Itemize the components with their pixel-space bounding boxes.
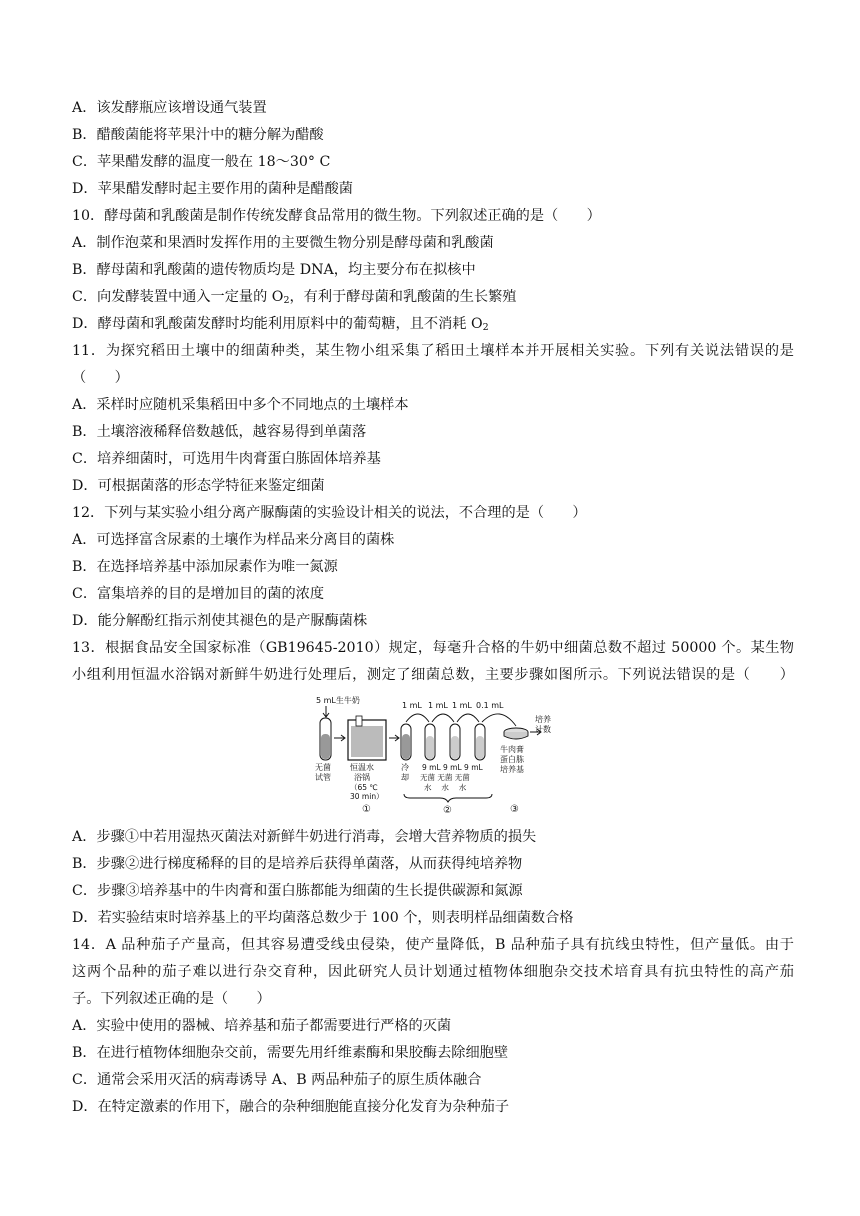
step-2-marker: ② xyxy=(443,805,452,816)
q14-option-d: D．在特定激素的作用下，融合的杂种细胞能直接分化发育为杂种茄子 xyxy=(72,1099,510,1115)
q10-option-d-pre: D．酵母菌和乳酸菌发酵时均能利用原料中的葡萄糖，且不消耗 O xyxy=(72,316,483,332)
cool-label-2: 却 xyxy=(401,773,409,782)
q12-option-d: D．能分解酚红指示剂使其褪色的是产脲酶菌株 xyxy=(72,613,368,629)
sterile-tube-icon xyxy=(320,718,331,760)
q13-option-d: D．若实验结束时培养基上的平均菌落总数少于 100 个，则表明样品细菌数合格 xyxy=(72,910,574,926)
transfer-label-3: 1 mL xyxy=(452,701,472,710)
diluent-label-3: 水 水 水 xyxy=(424,783,467,792)
cool-label-1: 冷 xyxy=(401,763,409,772)
q10-option-d-sub: 2 xyxy=(482,322,489,333)
q9-option-b: B．醋酸菌能将苹果汁中的糖分解为醋酸 xyxy=(72,127,324,143)
q13-option-c: C．步骤③培养基中的牛肉膏和蛋白胨都能为细菌的生长提供碳源和氮源 xyxy=(72,883,523,899)
petri-dish-icon xyxy=(504,728,528,739)
q14-stem-line3: 子。下列叙述正确的是（ ） xyxy=(72,991,271,1007)
q14-option-a: A．实验中使用的器械、培养基和茄子都需要进行严格的灭菌 xyxy=(72,1018,452,1034)
sterile-tube-label-2: 试管 xyxy=(315,773,331,782)
q13-stem-line1: 13．根据食品安全国家标准（GB19645-2010）规定，每毫升合格的牛奶中细菌总数不超过 50000 个。某生物 xyxy=(72,640,794,656)
q11-option-a: A．采样时应随机采集稻田中多个不同地点的土壤样本 xyxy=(72,397,409,413)
sterile-tube-label-1: 无菌 xyxy=(315,763,331,772)
transfer-label-4: 0.1 mL xyxy=(476,701,504,710)
q11-option-c: C．培养细菌时，可选用牛肉膏蛋白胨固体培养基 xyxy=(72,451,381,467)
step-2-brace xyxy=(404,794,492,802)
q10-option-c-pre: C．向发酵装置中通入一定量的 O xyxy=(72,289,284,305)
medium-label-1: 牛肉膏 xyxy=(500,745,524,754)
q12-option-c: C．富集培养的目的是增加目的菌的浓度 xyxy=(72,586,325,602)
water-bath-label-2: 浴锅 xyxy=(354,773,370,782)
q9-option-d: D．苹果醋发酵时起主要作用的菌种是醋酸菌 xyxy=(72,181,353,197)
q9-option-a: A．该发酵瓶应该增设通气装置 xyxy=(72,100,267,116)
q10-option-c-post: ，有利于酵母菌和乳酸菌的生长繁殖 xyxy=(289,289,517,305)
dilution-procedure-figure xyxy=(310,694,554,816)
transfer-arrow-4 xyxy=(482,714,516,726)
transfer-arrow-3 xyxy=(457,714,479,722)
q10-option-c xyxy=(72,287,794,307)
dilution-tube-icon xyxy=(450,724,460,760)
q13-option-b: B．步骤②进行梯度稀释的目的是培养后获得单菌落，从而获得纯培养物 xyxy=(72,856,523,872)
q14-stem-line2: 这两个品种的茄子难以进行杂交育种，因此研究人员计划通过植物体细胞杂交技术培育具有抗虫特性的高产茄 xyxy=(72,964,794,980)
q12-stem: 12．下列与某实验小组分离产脲酶菌的实验设计相关的说法，不合理的是（ ） xyxy=(72,505,587,521)
transfer-arrow-1 xyxy=(406,714,429,722)
q13-option-a: A．步骤①中若用湿热灭菌法对新鲜牛奶进行消毒，会增大营养物质的损失 xyxy=(72,829,537,845)
diluent-label-1: 9 mL 9 mL 9 mL xyxy=(422,763,483,772)
step-3-marker: ③ xyxy=(510,804,519,815)
q11-stem-line1: 11．为探究稻田土壤中的细菌种类，某生物小组采集了稻田土壤样本并开展相关实验。下列有关说法错误的是 xyxy=(72,343,794,359)
q14-option-c: C．通常会采用灭活的病毒诱导 A、B 两品种茄子的原生质体融合 xyxy=(72,1072,482,1088)
count-label-2: 计数 xyxy=(535,725,551,734)
water-bath-label-1: 恒温水 xyxy=(350,763,374,772)
transfer-label-2: 1 mL xyxy=(428,701,448,710)
q10-option-d xyxy=(72,314,794,334)
figure-svg xyxy=(310,694,554,816)
dilution-tube-icon xyxy=(475,724,485,760)
medium-label-3: 培养基 xyxy=(500,765,524,774)
q14-option-b: B．在进行植物体细胞杂交前，需要先用纤维素酶和果胶酶去除细胞壁 xyxy=(72,1045,509,1061)
milk-label: 5 mL生牛奶 xyxy=(316,696,360,705)
transfer-label-1: 1 mL xyxy=(402,701,422,710)
q12-option-a: A．可选择富含尿素的土壤作为样品来分离目的菌株 xyxy=(72,532,395,548)
water-bath-label-3: （65 ℃ xyxy=(350,783,378,792)
q11-option-b: B．土壤溶液稀释倍数越低，越容易得到单菌落 xyxy=(72,424,367,440)
q10-option-b: B．酵母菌和乳酸菌的遗传物质均是 DNA，均主要分布在拟核中 xyxy=(72,262,476,278)
dilution-tube-icon xyxy=(425,724,435,760)
transfer-arrow-2 xyxy=(432,714,454,722)
count-label-1: 培养 xyxy=(535,715,551,724)
q11-stem-line2: （ ） xyxy=(72,370,129,386)
diluent-label-2: 无菌 无菌 无菌 xyxy=(420,773,470,782)
q11-option-d: D．可根据菌落的形态学特征来鉴定细菌 xyxy=(72,478,325,494)
q13-stem-line2: 小组利用恒温水浴锅对新鲜牛奶进行处理后，测定了细菌总数，主要步骤如图所示。下列说法错误的是（ ） xyxy=(72,667,794,683)
q10-option-c-sub: 2 xyxy=(283,295,290,306)
cooling-tube-icon xyxy=(401,724,411,760)
water-bath-icon xyxy=(348,716,386,760)
step-1-marker: ① xyxy=(362,804,371,815)
q10-option-a: A．制作泡菜和果酒时发挥作用的主要微生物分别是酵母菌和乳酸菌 xyxy=(72,235,494,251)
q12-option-b: B．在选择培养基中添加尿素作为唯一氮源 xyxy=(72,559,338,575)
water-bath-label-4: 30 min） xyxy=(350,792,384,801)
q10-stem: 10．酵母菌和乳酸菌是制作传统发酵食品常用的微生物。下列叙述正确的是（ ） xyxy=(72,208,601,224)
medium-label-2: 蛋白胨 xyxy=(500,755,524,764)
q9-option-c: C．苹果醋发酵的温度一般在 18～30° C xyxy=(72,154,331,170)
q14-stem-line1: 14．A 品种茄子产量高，但其容易遭受线虫侵染，使产量降低，B 品种茄子具有抗线虫特性，但产量低。由于 xyxy=(72,937,794,953)
